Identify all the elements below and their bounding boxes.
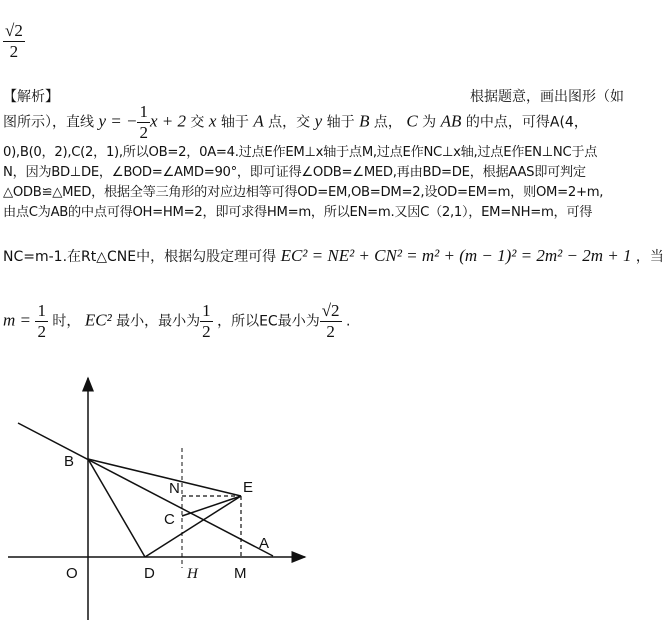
geometry-figure — [0, 370, 630, 625]
segment-de — [145, 496, 241, 557]
segment-ce — [182, 496, 241, 516]
label-d: D — [144, 565, 155, 582]
text-line-6: NC=m-1.在Rt△CNE中，根据勾股定理可得 EC² = NE² + CN² = m² + (m − 1)² = 2m² − 2m + 1 ，当 — [3, 246, 664, 265]
label-n: N — [169, 480, 180, 497]
line-ab — [18, 423, 273, 556]
text-line-3: N，因为BD⊥DE，∠BOD=∠AMD=90°，即可证得∠ODB=∠MED,再由BD=DE，根据AAS即可判定 — [3, 165, 586, 180]
label-h: H — [187, 566, 198, 582]
answer-numerator: √2 — [5, 21, 23, 40]
text-line-2: 0),B(0，2),C(2，1),所以OB=2，0A=4.过点E作EM⊥x轴于点M,过点E作NC⊥x轴,过点E作EN⊥NC于点 — [3, 145, 598, 160]
pythagorean-equation: EC² = NE² + CN² = m² + (m − 1)² = 2m² − 2m + 1 — [280, 246, 632, 265]
label-m: M — [234, 565, 247, 582]
label-e: E — [243, 479, 254, 496]
label-b: B — [64, 453, 75, 470]
label-a: A — [259, 535, 270, 552]
label-o: O — [66, 565, 78, 582]
label-c: C — [164, 511, 175, 528]
text-line-7: m = $\frac{1}{2}$ 时， EC² 最小，最小为 $\frac{1}{2}$ ，所以EC最小为 $\frac{√2}{2}$ . — [3, 301, 351, 341]
text-line-5: 由点C为AB的中点可得OH=HM=2，即可求得HM=m，所以EN=m.又因C（2,1），EM=NH=m，可得 — [3, 205, 593, 220]
analysis-tag: 【解析】 — [3, 89, 59, 105]
segment-be — [88, 459, 241, 496]
analysis-intro: 根据题意，画出图形（如 — [470, 89, 624, 105]
min-value-fraction: $\frac{1}{2}$ — [202, 301, 211, 341]
m-value-fraction: $\frac{1}{2}$ — [37, 301, 46, 341]
text-line-1: 图所示），直线 y = − $\frac{1}{2}$ x + 2 交 x 轴于 A 点，交 y 轴于 B 点， C 为 AB 的中点，可得A(4， — [3, 102, 588, 142]
answer-denominator: 2 — [9, 42, 19, 61]
ec-min-fraction: $\frac{√2}{2}$ — [321, 301, 340, 341]
answer-fraction — [3, 22, 25, 61]
slope-fraction: $\frac{1}{2}$ — [139, 102, 148, 142]
text-line-4: △ODB≌△MED，根据全等三角形的对应边相等可得OD=EM,OB=DM=2,设OD=EM=m，则OM=2+m, — [3, 185, 604, 200]
